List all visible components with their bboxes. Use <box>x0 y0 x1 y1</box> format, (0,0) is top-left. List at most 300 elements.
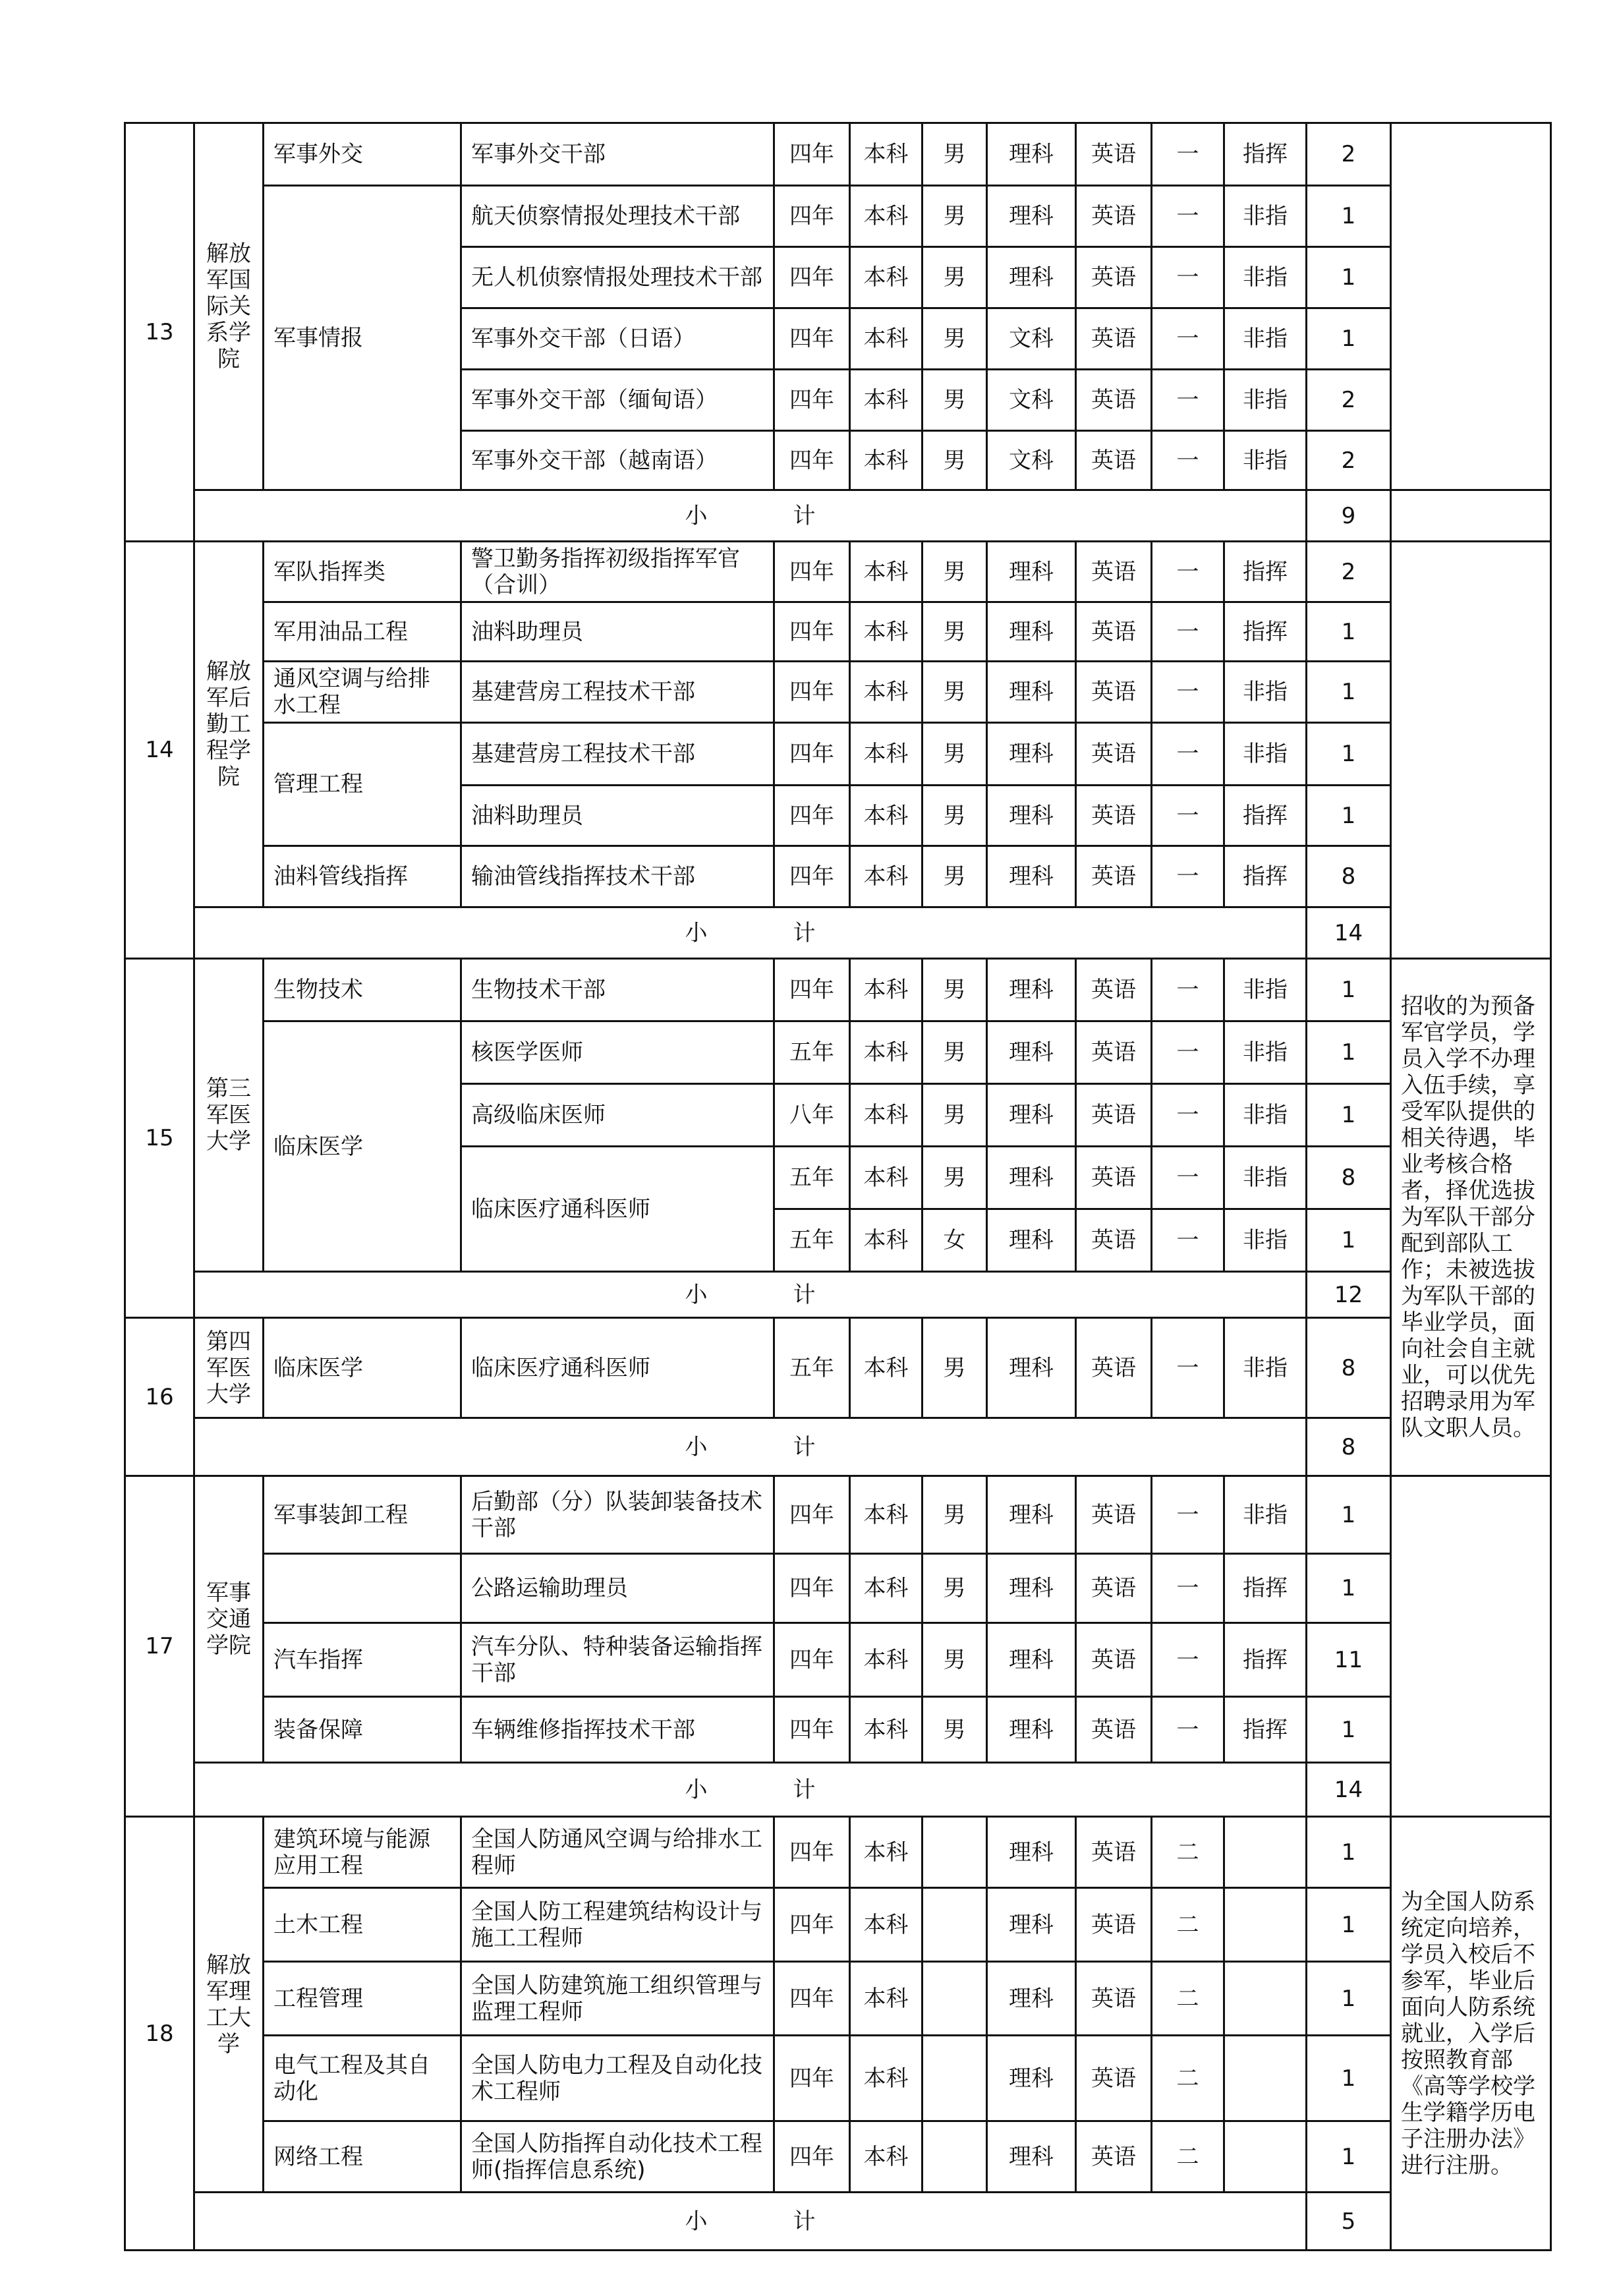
table-row <box>125 186 1551 247</box>
level-cell: 本科 <box>850 2036 923 2121</box>
type-cell: 非指 <box>1224 662 1307 723</box>
batch-cell: 二 <box>1152 1962 1224 2036</box>
years-cell: 四年 <box>774 2036 850 2121</box>
type-cell: 非指 <box>1224 1476 1307 1554</box>
position-cell: 全国人防指挥自动化技术工程师(指挥信息系统) <box>461 2121 774 2193</box>
major-cell: 工程管理 <box>264 1962 461 2036</box>
language-cell: 英语 <box>1076 959 1152 1021</box>
level-cell: 本科 <box>850 186 923 247</box>
batch-cell: 一 <box>1152 602 1224 662</box>
batch-cell: 二 <box>1152 1888 1224 1962</box>
level-cell: 本科 <box>850 1817 923 1888</box>
batch-cell: 一 <box>1152 1021 1224 1084</box>
subject-cell: 理科 <box>987 247 1076 308</box>
type-cell: 指挥 <box>1224 846 1307 907</box>
type-cell: 指挥 <box>1224 123 1307 186</box>
level-cell: 本科 <box>850 542 923 602</box>
years-cell: 四年 <box>774 308 850 370</box>
level-cell: 本科 <box>850 431 923 490</box>
batch-cell: 一 <box>1152 723 1224 786</box>
sex-cell <box>923 1962 987 2036</box>
years-cell: 四年 <box>774 1476 850 1554</box>
position-cell: 油料助理员 <box>461 786 774 846</box>
years-cell: 四年 <box>774 1962 850 2036</box>
count-cell: 1 <box>1307 662 1391 723</box>
position-cell: 公路运输助理员 <box>461 1554 774 1623</box>
count-cell: 2 <box>1307 123 1391 186</box>
position-cell: 军事外交干部（缅甸语） <box>461 370 774 431</box>
position-cell: 输油管线指挥技术干部 <box>461 846 774 907</box>
language-cell: 英语 <box>1076 1697 1152 1763</box>
subject-cell: 文科 <box>987 431 1076 490</box>
position-cell: 油料助理员 <box>461 602 774 662</box>
subtotal-label: 小 计 <box>194 1763 1307 1817</box>
language-cell: 英语 <box>1076 1476 1152 1554</box>
position-cell: 警卫勤务指挥初级指挥军官（合训） <box>461 542 774 602</box>
group-number: 14 <box>125 542 194 959</box>
table-row <box>125 1554 1551 1623</box>
batch-cell: 一 <box>1152 1209 1224 1272</box>
type-cell <box>1224 1962 1307 2036</box>
sex-cell: 男 <box>923 370 987 431</box>
subject-cell: 理科 <box>987 2121 1076 2193</box>
level-cell: 本科 <box>850 723 923 786</box>
batch-cell: 一 <box>1152 123 1224 186</box>
sex-cell: 男 <box>923 308 987 370</box>
major-cell: 建筑环境与能源应用工程 <box>264 1817 461 1888</box>
batch-cell: 二 <box>1152 2036 1224 2121</box>
years-cell: 五年 <box>774 1209 850 1272</box>
subtotal-count: 8 <box>1307 1418 1391 1476</box>
position-cell: 生物技术干部 <box>461 959 774 1021</box>
language-cell: 英语 <box>1076 1554 1152 1623</box>
count-cell: 1 <box>1307 602 1391 662</box>
sex-cell: 男 <box>923 723 987 786</box>
sex-cell: 男 <box>923 662 987 723</box>
subject-cell: 理科 <box>987 1623 1076 1697</box>
subject-cell: 理科 <box>987 1817 1076 1888</box>
language-cell: 英语 <box>1076 1962 1152 2036</box>
type-cell: 指挥 <box>1224 602 1307 662</box>
count-cell: 1 <box>1307 1817 1391 1888</box>
table-row <box>125 1697 1551 1763</box>
count-cell: 1 <box>1307 1962 1391 2036</box>
count-cell: 8 <box>1307 1147 1391 1209</box>
years-cell: 五年 <box>774 1021 850 1084</box>
sex-cell: 男 <box>923 247 987 308</box>
type-cell: 指挥 <box>1224 542 1307 602</box>
table-row <box>125 1888 1551 1962</box>
subtotal-label: 小 计 <box>194 2193 1307 2251</box>
subject-cell: 文科 <box>987 308 1076 370</box>
remarks-cell <box>1391 1476 1551 1817</box>
years-cell: 四年 <box>774 1817 850 1888</box>
type-cell: 非指 <box>1224 1318 1307 1418</box>
subject-cell: 理科 <box>987 1697 1076 1763</box>
type-cell: 非指 <box>1224 186 1307 247</box>
language-cell: 英语 <box>1076 308 1152 370</box>
type-cell: 非指 <box>1224 959 1307 1021</box>
years-cell: 四年 <box>774 370 850 431</box>
level-cell: 本科 <box>850 370 923 431</box>
subject-cell: 理科 <box>987 662 1076 723</box>
years-cell: 四年 <box>774 602 850 662</box>
language-cell: 英语 <box>1076 1888 1152 1962</box>
subtotal-label: 小 计 <box>194 1272 1307 1318</box>
type-cell: 指挥 <box>1224 1554 1307 1623</box>
level-cell: 本科 <box>850 1318 923 1418</box>
count-cell: 2 <box>1307 542 1391 602</box>
type-cell <box>1224 2036 1307 2121</box>
sex-cell: 女 <box>923 1209 987 1272</box>
school-name: 第四军医大学 <box>194 1318 264 1418</box>
batch-cell: 一 <box>1152 542 1224 602</box>
position-cell: 汽车分队、特种装备运输指挥干部 <box>461 1623 774 1697</box>
language-cell: 英语 <box>1076 662 1152 723</box>
type-cell <box>1224 1888 1307 1962</box>
level-cell: 本科 <box>850 1697 923 1763</box>
sex-cell: 男 <box>923 786 987 846</box>
count-cell: 1 <box>1307 1888 1391 1962</box>
language-cell: 英语 <box>1076 186 1152 247</box>
table-row <box>125 1817 1551 1888</box>
position-cell: 军事外交干部 <box>461 123 774 186</box>
major-cell: 油料管线指挥 <box>264 846 461 907</box>
subtotal-count: 9 <box>1307 490 1391 542</box>
position-cell: 高级临床医师 <box>461 1084 774 1147</box>
count-cell: 1 <box>1307 786 1391 846</box>
major-cell: 土木工程 <box>264 1888 461 1962</box>
type-cell: 非指 <box>1224 1209 1307 1272</box>
level-cell: 本科 <box>850 1554 923 1623</box>
position-cell: 基建营房工程技术干部 <box>461 723 774 786</box>
language-cell: 英语 <box>1076 1147 1152 1209</box>
language-cell: 英语 <box>1076 2121 1152 2193</box>
batch-cell: 二 <box>1152 1817 1224 1888</box>
school-name: 解放军理工大学 <box>194 1817 264 2193</box>
level-cell: 本科 <box>850 1147 923 1209</box>
sex-cell: 男 <box>923 431 987 490</box>
sex-cell: 男 <box>923 186 987 247</box>
school-name: 解放军后勤工程学院 <box>194 542 264 907</box>
batch-cell: 一 <box>1152 1084 1224 1147</box>
level-cell: 本科 <box>850 308 923 370</box>
type-cell: 非指 <box>1224 723 1307 786</box>
position-cell: 航天侦察情报处理技术干部 <box>461 186 774 247</box>
school-name: 解放军国际关系学院 <box>194 123 264 490</box>
subtotal-row <box>125 1418 1551 1476</box>
type-cell: 非指 <box>1224 247 1307 308</box>
language-cell: 英语 <box>1076 370 1152 431</box>
count-cell: 8 <box>1307 1318 1391 1418</box>
sex-cell: 男 <box>923 1697 987 1763</box>
group-number: 17 <box>125 1476 194 1817</box>
subject-cell: 理科 <box>987 1888 1076 1962</box>
count-cell: 1 <box>1307 247 1391 308</box>
position-cell: 临床医疗通科医师 <box>461 1147 774 1272</box>
years-cell: 四年 <box>774 247 850 308</box>
position-cell: 全国人防电力工程及自动化技术工程师 <box>461 2036 774 2121</box>
major-cell: 网络工程 <box>264 2121 461 2193</box>
level-cell: 本科 <box>850 123 923 186</box>
remarks-cell <box>1391 490 1551 542</box>
subtotal-label: 小 计 <box>194 490 1307 542</box>
count-cell: 1 <box>1307 1476 1391 1554</box>
level-cell: 本科 <box>850 959 923 1021</box>
type-cell: 非指 <box>1224 431 1307 490</box>
count-cell: 1 <box>1307 308 1391 370</box>
table-row <box>125 662 1551 723</box>
table-row <box>125 1623 1551 1697</box>
table-row <box>125 602 1551 662</box>
years-cell: 四年 <box>774 2121 850 2193</box>
subject-cell: 理科 <box>987 1318 1076 1418</box>
type-cell: 非指 <box>1224 308 1307 370</box>
language-cell: 英语 <box>1076 602 1152 662</box>
subtotal-label: 小 计 <box>194 1418 1307 1476</box>
subject-cell: 理科 <box>987 959 1076 1021</box>
major-cell: 军队指挥类 <box>264 542 461 602</box>
major-cell: 装备保障 <box>264 1697 461 1763</box>
subtotal-count: 5 <box>1307 2193 1391 2251</box>
batch-cell: 一 <box>1152 959 1224 1021</box>
subject-cell: 理科 <box>987 1554 1076 1623</box>
school-name: 第三军医大学 <box>194 959 264 1272</box>
level-cell: 本科 <box>850 1209 923 1272</box>
table-row <box>125 123 1551 186</box>
table-row <box>125 1318 1551 1418</box>
count-cell: 1 <box>1307 959 1391 1021</box>
major-cell: 临床医学 <box>264 1318 461 1418</box>
subtotal-row <box>125 2193 1551 2251</box>
table-row <box>125 846 1551 907</box>
type-cell: 非指 <box>1224 1084 1307 1147</box>
table-row <box>125 542 1551 602</box>
batch-cell: 一 <box>1152 370 1224 431</box>
subject-cell: 理科 <box>987 2036 1076 2121</box>
major-cell: 军事外交 <box>264 123 461 186</box>
position-cell: 临床医疗通科医师 <box>461 1318 774 1418</box>
batch-cell: 一 <box>1152 186 1224 247</box>
table-row <box>125 1962 1551 2036</box>
subtotal-count: 14 <box>1307 1763 1391 1817</box>
remarks-note-medical: 招收的为预备军官学员，学员入学不办理入伍手续，享受军队提供的相关待遇，毕业考核合格者，择优选拔为军队干部分配到部队工作；未被选拔为军队干部的毕业学员，面向社会自主就业，可以优先招聘录用为军队文职人员。 <box>1391 959 1551 1476</box>
language-cell: 英语 <box>1076 1623 1152 1697</box>
sex-cell: 男 <box>923 1476 987 1554</box>
level-cell: 本科 <box>850 247 923 308</box>
years-cell: 四年 <box>774 846 850 907</box>
sex-cell: 男 <box>923 1021 987 1084</box>
remarks-note-civil-defense: 为全国人防系统定向培养，学员入校后不参军，毕业后面向人防系统就业，入学后按照教育部《高等学校学生学籍学历电子注册办法》进行注册。 <box>1391 1817 1551 2251</box>
language-cell: 英语 <box>1076 1084 1152 1147</box>
language-cell: 英语 <box>1076 1318 1152 1418</box>
subject-cell: 理科 <box>987 1084 1076 1147</box>
subtotal-row <box>125 907 1551 959</box>
table-row <box>125 2036 1551 2121</box>
type-cell: 指挥 <box>1224 786 1307 846</box>
position-cell: 后勤部（分）队装卸装备技术干部 <box>461 1476 774 1554</box>
admission-plan-table <box>124 122 1552 2251</box>
level-cell: 本科 <box>850 1623 923 1697</box>
level-cell: 本科 <box>850 662 923 723</box>
years-cell: 五年 <box>774 1318 850 1418</box>
years-cell: 四年 <box>774 662 850 723</box>
sex-cell: 男 <box>923 1084 987 1147</box>
sex-cell: 男 <box>923 123 987 186</box>
group-number: 15 <box>125 959 194 1318</box>
subtotal-label: 小 计 <box>194 907 1307 959</box>
remarks-cell <box>1391 542 1551 959</box>
major-cell: 军事装卸工程 <box>264 1476 461 1554</box>
batch-cell: 一 <box>1152 247 1224 308</box>
major-cell: 临床医学 <box>264 1021 461 1272</box>
subject-cell: 理科 <box>987 1021 1076 1084</box>
level-cell: 本科 <box>850 846 923 907</box>
batch-cell: 一 <box>1152 431 1224 490</box>
years-cell: 五年 <box>774 1147 850 1209</box>
years-cell: 四年 <box>774 1888 850 1962</box>
type-cell: 指挥 <box>1224 1697 1307 1763</box>
language-cell: 英语 <box>1076 723 1152 786</box>
type-cell: 非指 <box>1224 1147 1307 1209</box>
batch-cell: 一 <box>1152 1554 1224 1623</box>
years-cell: 四年 <box>774 123 850 186</box>
sex-cell: 男 <box>923 1147 987 1209</box>
major-cell: 生物技术 <box>264 959 461 1021</box>
subtotal-row <box>125 1763 1551 1817</box>
sex-cell <box>923 1817 987 1888</box>
sex-cell: 男 <box>923 846 987 907</box>
position-cell: 全国人防工程建筑结构设计与施工工程师 <box>461 1888 774 1962</box>
group-number: 18 <box>125 1817 194 2251</box>
subject-cell: 理科 <box>987 1962 1076 2036</box>
type-cell: 非指 <box>1224 370 1307 431</box>
years-cell: 四年 <box>774 1623 850 1697</box>
language-cell: 英语 <box>1076 786 1152 846</box>
language-cell: 英语 <box>1076 2036 1152 2121</box>
subject-cell: 理科 <box>987 846 1076 907</box>
position-cell: 无人机侦察情报处理技术干部 <box>461 247 774 308</box>
major-cell: 军事情报 <box>264 186 461 490</box>
type-cell: 非指 <box>1224 1021 1307 1084</box>
subject-cell: 理科 <box>987 723 1076 786</box>
subject-cell: 理科 <box>987 542 1076 602</box>
major-cell: 管理工程 <box>264 723 461 846</box>
subject-cell: 理科 <box>987 1209 1076 1272</box>
years-cell: 四年 <box>774 186 850 247</box>
batch-cell: 一 <box>1152 846 1224 907</box>
remarks-cell <box>1391 123 1551 490</box>
level-cell: 本科 <box>850 1962 923 2036</box>
position-cell: 军事外交干部（越南语） <box>461 431 774 490</box>
language-cell: 英语 <box>1076 1817 1152 1888</box>
language-cell: 英语 <box>1076 1021 1152 1084</box>
subtotal-row <box>125 1272 1551 1318</box>
position-cell: 核医学医师 <box>461 1021 774 1084</box>
school-name: 军事交通学院 <box>194 1476 264 1763</box>
subject-cell: 理科 <box>987 186 1076 247</box>
count-cell: 1 <box>1307 186 1391 247</box>
count-cell: 1 <box>1307 1084 1391 1147</box>
subject-cell: 理科 <box>987 786 1076 846</box>
batch-cell: 一 <box>1152 662 1224 723</box>
table-row <box>125 1476 1551 1554</box>
count-cell: 1 <box>1307 723 1391 786</box>
table-row <box>125 959 1551 1021</box>
count-cell: 1 <box>1307 2036 1391 2121</box>
major-cell <box>264 1554 461 1623</box>
batch-cell: 一 <box>1152 786 1224 846</box>
language-cell: 英语 <box>1076 542 1152 602</box>
years-cell: 四年 <box>774 723 850 786</box>
subtotal-count: 14 <box>1307 907 1391 959</box>
sex-cell: 男 <box>923 1554 987 1623</box>
years-cell: 四年 <box>774 786 850 846</box>
count-cell: 2 <box>1307 370 1391 431</box>
batch-cell: 二 <box>1152 2121 1224 2193</box>
count-cell: 1 <box>1307 1209 1391 1272</box>
position-cell: 车辆维修指挥技术干部 <box>461 1697 774 1763</box>
type-cell <box>1224 2121 1307 2193</box>
batch-cell: 一 <box>1152 1697 1224 1763</box>
years-cell: 四年 <box>774 431 850 490</box>
language-cell: 英语 <box>1076 123 1152 186</box>
major-cell: 电气工程及其自动化 <box>264 2036 461 2121</box>
level-cell: 本科 <box>850 786 923 846</box>
subtotal-row <box>125 490 1551 542</box>
group-number: 13 <box>125 123 194 542</box>
sex-cell: 男 <box>923 602 987 662</box>
table-row <box>125 723 1551 786</box>
count-cell: 1 <box>1307 2121 1391 2193</box>
level-cell: 本科 <box>850 1476 923 1554</box>
level-cell: 本科 <box>850 1021 923 1084</box>
count-cell: 1 <box>1307 1697 1391 1763</box>
batch-cell: 一 <box>1152 308 1224 370</box>
years-cell: 四年 <box>774 1554 850 1623</box>
subject-cell: 理科 <box>987 1476 1076 1554</box>
sex-cell <box>923 2121 987 2193</box>
table-row <box>125 2121 1551 2193</box>
subject-cell: 理科 <box>987 1147 1076 1209</box>
sex-cell: 男 <box>923 959 987 1021</box>
table-row <box>125 1021 1551 1084</box>
subject-cell: 文科 <box>987 370 1076 431</box>
count-cell: 1 <box>1307 1021 1391 1084</box>
level-cell: 本科 <box>850 2121 923 2193</box>
level-cell: 本科 <box>850 1888 923 1962</box>
major-cell: 汽车指挥 <box>264 1623 461 1697</box>
subject-cell: 理科 <box>987 123 1076 186</box>
count-cell: 1 <box>1307 1554 1391 1623</box>
subtotal-count: 12 <box>1307 1272 1391 1318</box>
position-cell: 全国人防通风空调与给排水工程师 <box>461 1817 774 1888</box>
sex-cell: 男 <box>923 542 987 602</box>
years-cell: 八年 <box>774 1084 850 1147</box>
count-cell: 2 <box>1307 431 1391 490</box>
batch-cell: 一 <box>1152 1623 1224 1697</box>
years-cell: 四年 <box>774 542 850 602</box>
sex-cell: 男 <box>923 1318 987 1418</box>
sex-cell: 男 <box>923 1623 987 1697</box>
batch-cell: 一 <box>1152 1476 1224 1554</box>
language-cell: 英语 <box>1076 247 1152 308</box>
language-cell: 英语 <box>1076 1209 1152 1272</box>
batch-cell: 一 <box>1152 1318 1224 1418</box>
type-cell <box>1224 1817 1307 1888</box>
years-cell: 四年 <box>774 1697 850 1763</box>
major-cell: 军用油品工程 <box>264 602 461 662</box>
